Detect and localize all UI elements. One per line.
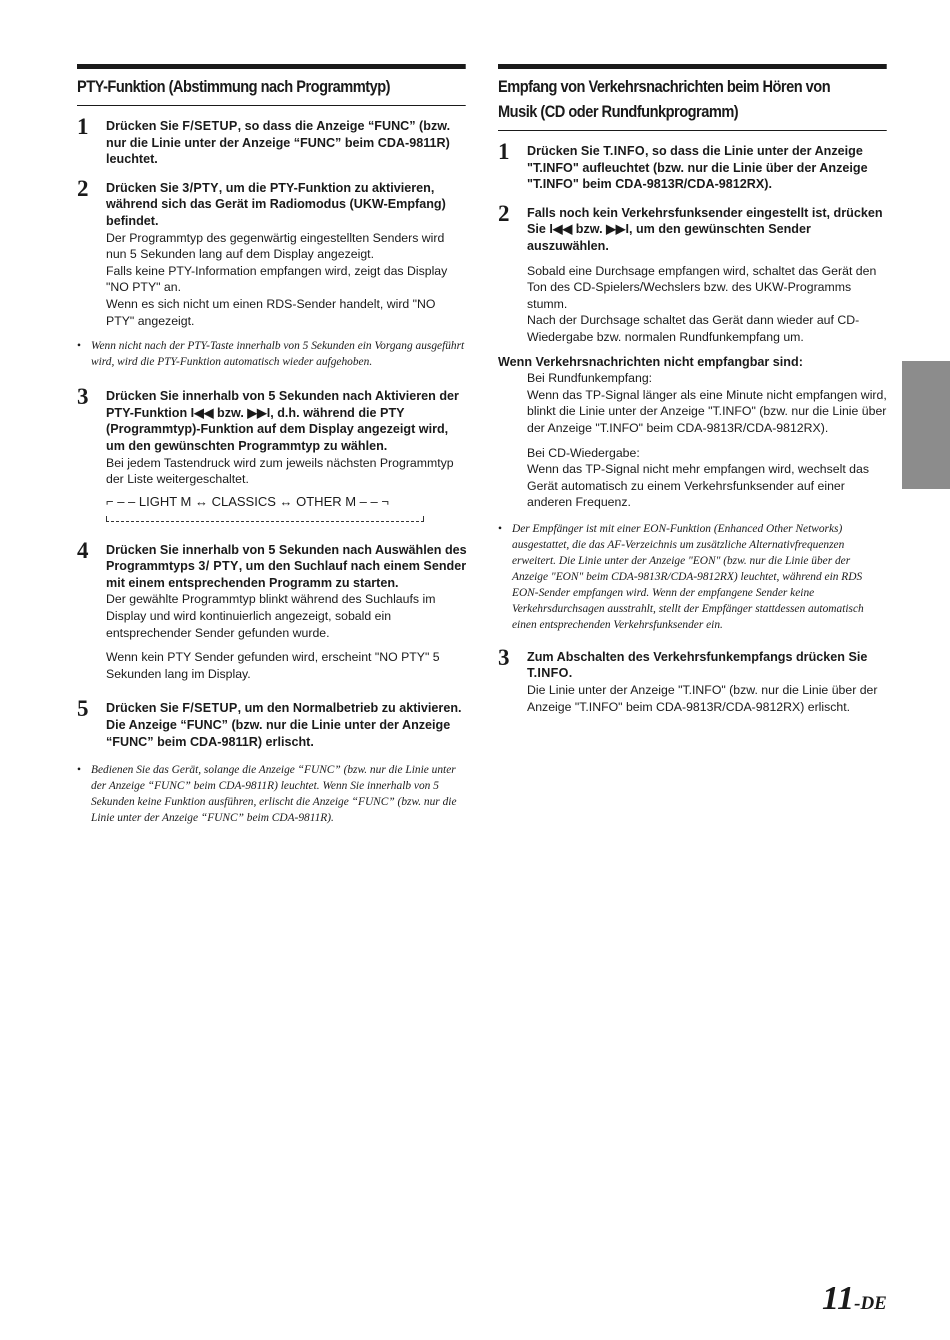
- note: [77, 338, 467, 370]
- step-body: Sobald eine Durchsage empfangen wird, schaltet das Gerät den Ton des CD-Spielers/Wechslers bzw. des UKW-Programms stumm.: [527, 263, 877, 311]
- subheading: Wenn Verkehrsnachrichten nicht empfangbar sind:: [498, 354, 803, 369]
- step-2: [77, 175, 467, 329]
- instruction-text: , um den Suchlauf nach einem Sender mit einem entsprechenden Programm zu starten.: [106, 559, 467, 590]
- step-instruction: [106, 542, 467, 592]
- key-label-pty: 3/PTY: [182, 180, 219, 195]
- step-number: 2: [498, 200, 510, 226]
- instruction-text: , um die PTY-Funktion zu aktivieren, während sich das Gerät im Radiomodus (UKW-Empfang) befindet.: [106, 180, 446, 228]
- note: [498, 521, 888, 633]
- step-instruction: [527, 143, 888, 193]
- step-body: Der gewählte Programmtyp blinkt während des Suchlaufs im Display und wird kontinuierlich angezeigt, sobald ein entsprechender Sender gefunden wurde.: [106, 592, 436, 640]
- instruction-text: , so dass die Linie unter der Anzeige "T.INFO" aufleuchtet (bzw. nur die Linie über der Anzeige "T.INFO" beim CDA-9813R/CDA-9812RX).: [527, 144, 868, 192]
- step-body: Die Linie unter der Anzeige "T.INFO" (bzw. nur die Linie über der Anzeige "T.INFO" beim CDA-9813R/CDA-9812RX) erlischt.: [527, 683, 878, 714]
- step-body: Falls keine PTY-Information empfangen wird, zeigt das Display "NO PTY" an.: [106, 263, 448, 295]
- step-number: 4: [77, 537, 89, 563]
- instruction-text: Zum Abschalten des Verkehrsfunkempfangs drücken Sie: [527, 649, 868, 664]
- note-text: Wenn nicht nach der PTY-Taste innerhalb von 5 Sekunden ein Vorgang ausgeführt wird, wird die PTY-Funktion automatisch wieder aufgehoben.: [91, 340, 465, 369]
- step-1: [498, 139, 888, 193]
- step-instruction: [106, 118, 467, 168]
- step-instruction: Drücken Sie innerhalb von 5 Sekunden nach Aktivieren der PTY-Funktion I◀◀ bzw. ▶▶I, d.h. während die PTY (Programmtyp)-Funktion auf dem Display angezeigt wird, um den gewünschten Programmtyp zu wählen.: [106, 389, 459, 453]
- cd-label: Bei CD-Wiedergabe:: [527, 445, 640, 460]
- step-number: 1: [498, 139, 510, 164]
- step-number: 3: [498, 644, 510, 670]
- bullet-icon: •: [77, 340, 81, 353]
- instruction-text: , um den Normalbetrieb zu aktivieren.: [237, 701, 462, 716]
- instruction-text: Drücken Sie innerhalb von 5 Sekunden nach Auswählen des Programmtyps: [106, 542, 467, 574]
- step-instruction: Falls noch kein Verkehrsfunksender eingestellt ist, drücken Sie I◀◀ bzw. ▶▶I, um den gewünschten Sender auszuwählen.: [527, 205, 883, 253]
- section-title-traffic: [498, 64, 887, 131]
- instruction-text: Drücken Sie: [527, 144, 604, 158]
- key-label-fsetup: F/SETUP: [182, 701, 238, 716]
- section-title-line: PTY-Funktion (Abstimmung nach Programmtyp): [77, 77, 390, 96]
- instruction-text: Drücken Sie: [106, 701, 183, 716]
- section-title-line: Empfang von Verkehrsnachrichten beim Hören von: [498, 77, 831, 96]
- step-number: 2: [77, 175, 89, 201]
- step-number: 5: [77, 696, 89, 722]
- step-body: Der Programmtyp des gegenwärtig eingestellten Senders wird nun 5 Sekunden lang auf dem Display angezeigt.: [106, 230, 445, 262]
- step-body: Bei jedem Tastendruck wird zum jeweils nächsten Programmtyp der Liste weitergeschaltet.: [106, 455, 454, 487]
- step-body: Nach der Durchsage schaltet das Gerät dann wieder auf CD-Wiedergabe bzw. normalen Rundfunkempfang um.: [527, 313, 860, 344]
- section-title-line: Musik (CD oder Rundfunkprogramm): [498, 102, 739, 121]
- bullet-icon: •: [498, 522, 502, 535]
- side-tab-marker: [902, 361, 950, 489]
- pty-cycle-diagram: [106, 494, 424, 530]
- key-label-tinfo: T.INFO: [527, 666, 569, 681]
- step-number: 3: [77, 384, 89, 410]
- page-number: [822, 1280, 887, 1318]
- step-4: [77, 537, 467, 683]
- pty-cycle-text: ⌐ – – LIGHT M ↔ CLASSICS ↔ OTHER M – – ¬: [106, 493, 389, 509]
- step-3: [77, 384, 467, 488]
- step-instruction: Die Anzeige “FUNC” (bzw. nur die Linie unter der Anzeige “FUNC” beim CDA-9811R) erlischt.: [106, 718, 451, 749]
- key-label-fsetup: F/SETUP: [182, 119, 238, 133]
- key-label-pty: 3/ PTY: [198, 559, 239, 574]
- instruction-text: Drücken Sie: [106, 119, 183, 133]
- cd-text: Wenn das TP-Signal nicht mehr empfangen wird, wechselt das Gerät automatisch zu einem Verkehrsfunksender auf einer anderen Frequenz.: [527, 462, 869, 510]
- bullet-icon: •: [77, 764, 81, 777]
- key-label-tinfo: T.INFO: [603, 144, 645, 158]
- step-body: Wenn kein PTY Sender gefunden wird, erscheint "NO PTY" 5 Sekunden lang im Display.: [106, 650, 440, 681]
- right-column: [498, 64, 888, 715]
- note: [77, 762, 467, 826]
- step-3: [498, 644, 888, 715]
- step-body: Wenn es sich nicht um einen RDS-Sender handelt, wird "NO PTY" angezeigt.: [106, 296, 436, 328]
- radio-label: Bei Rundfunkempfang:: [527, 371, 653, 386]
- instruction-text: .: [568, 666, 573, 681]
- step-2: [498, 200, 888, 346]
- section-title-pty: [77, 64, 466, 106]
- step-5: [77, 696, 467, 750]
- page-number-suffix: -DE: [854, 1293, 887, 1314]
- instruction-text: Drücken Sie: [106, 180, 183, 195]
- left-column: [77, 64, 467, 826]
- instruction-text: , so dass die Anzeige “FUNC” (bzw. nur die Linie unter der Anzeige “FUNC” beim CDA-9811R) leuchtet.: [106, 119, 451, 167]
- step-instruction: [527, 649, 888, 682]
- step-number: 1: [77, 114, 89, 139]
- page-number-value: 11: [822, 1280, 855, 1317]
- step-instruction: [106, 700, 467, 717]
- note-text: Bedienen Sie das Gerät, solange die Anzeige “FUNC” (bzw. nur die Linie unter der Anzeige “FUNC” beim CDA-9811R) leuchtet. Wenn Sie innerhalb von 5 Sekunden keine Funktion ausführen, erlischt die Anzeige “FUNC” (bzw. nur die Linie unter der Anzeige “FUNC” beim CDA-9811R).: [91, 764, 457, 825]
- cycle-return-line: [106, 516, 424, 522]
- radio-text: Wenn das TP-Signal länger als eine Minute nicht empfangen wird, blinkt die Linie unter der Anzeige "T.INFO" (bzw. nur die Linie über der Anzeige "T.INFO" beim CDA-9813R/CDA-9812RX).: [527, 387, 887, 435]
- step-1: [77, 114, 467, 168]
- step-instruction: [106, 180, 467, 230]
- note-text: Der Empfänger ist mit einer EON-Funktion (Enhanced Other Networks) ausgestattet, die das AF-Verzeichnis um zusätzliche Alternativfrequenzen erweitert. Die Linie unter der Anzeige "EON" (bzw. nur die Linie über der Anzeige "EON" beim CDA-9813R/CDA-9812RX) leuchtet, während ein RDS EON-Sender empfangen wird. Wenn der empfangene Sender keine Verkehrsdurchsagen ausstrahlt, stellt der Empfänger stattdessen automatisch einen entsprechenden Verkehrsfunksender ein.: [512, 522, 864, 631]
